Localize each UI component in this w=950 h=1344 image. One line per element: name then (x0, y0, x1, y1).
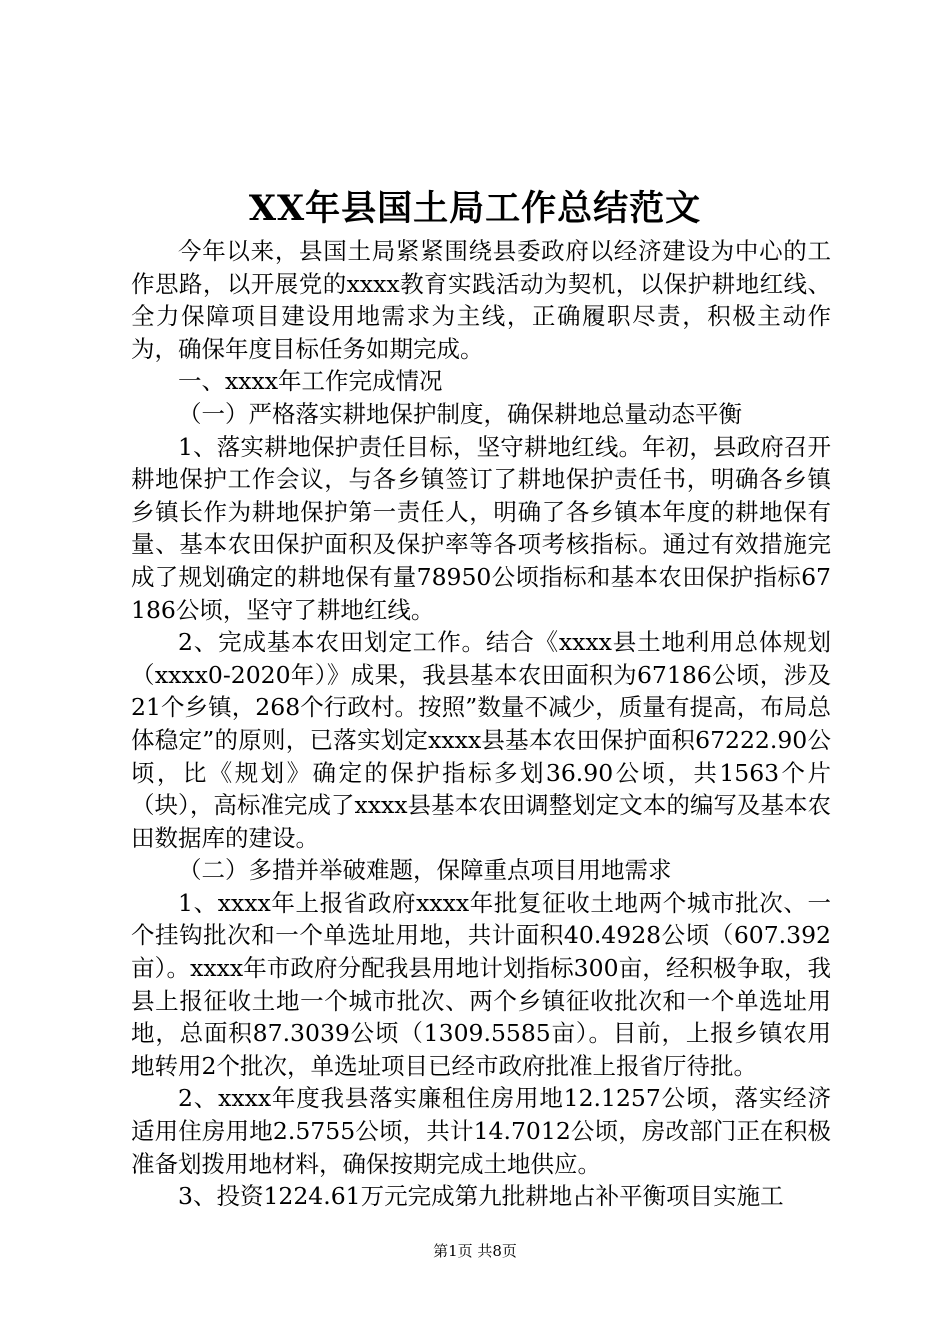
paragraph-item: 2、完成基本农田划定工作。结合《xxxx县土地利用总体规划（xxxx0-2020年）》成果，我县基本农田面积为67186公顷，涉及21个乡镇，268个行政村。按照”数量不减少，质量有提高，布局总体稳定”的原则，已落实划定xxxx县基本农田保护面积67222.90公顷，比《规划》确定的保护指标多划36.90公顷，共1563个片（块），高标准完成了xxxx县基本农田调整划定文本的编写及基本农田数据库的建设。 (131, 628, 831, 852)
subsection-heading-2: （二）多措并举破难题，保障重点项目用地需求 (178, 856, 672, 885)
document-body (131, 235, 831, 1213)
paragraph-intro: 今年以来，县国土局紧紧围绕县委政府以经济建设为中心的工作思路，以开展党的xxxx教育实践活动为契机，以保护耕地红线、全力保障项目建设用地需求为主线，正确履职尽责，积极主动作为，确保年度目标任务如期完成。 (131, 237, 831, 363)
paragraph-item: 1、xxxx年上报省政府xxxx年批复征收土地两个城市批次、一个挂钩批次和一个单选址用地，共计面积40.4928公顷（607.392亩）。xxxx年市政府分配我县用地计划指标300亩，经积极争取，我县上报征收土地一个城市批次、两个乡镇征收批次和一个单选址用地，总面积87.3039公顷（1309.5585亩）。目前，上报乡镇农用地转用2个批次，单选址项目已经市政府批准上报省厅待批。 (131, 888, 831, 1080)
paragraph-item: 1、落实耕地保护责任目标，坚守耕地红线。年初，县政府召开耕地保护工作会议，与各乡镇签订了耕地保护责任书，明确各乡镇乡镇长作为耕地保护第一责任人，明确了各乡镇本年度的耕地保有量、基本农田保护面积及保护率等各项考核指标。通过有效措施完成了规划确定的耕地保有量78950公顷指标和基本农田保护指标67186公顷，坚守了耕地红线。 (131, 432, 831, 624)
paragraph-item: 2、xxxx年度我县落实廉租住房用地12.1257公顷，落实经济适用住房用地2.5755公顷，共计14.7012公顷，房改部门正在积极准备划拨用地材料，确保按期完成土地供应。 (131, 1084, 831, 1178)
section-heading-1: 一、xxxx年工作完成情况 (178, 367, 443, 396)
document-title: XX年县国土局工作总结范文 (248, 188, 702, 229)
paragraph-item: 3、投资1224.61万元完成第九批耕地占补平衡项目实施工 (178, 1182, 784, 1211)
page-footer: 第1页 共8页 (433, 1242, 517, 1260)
subsection-heading-1: （一）严格落实耕地保护制度，确保耕地总量动态平衡 (178, 399, 742, 428)
